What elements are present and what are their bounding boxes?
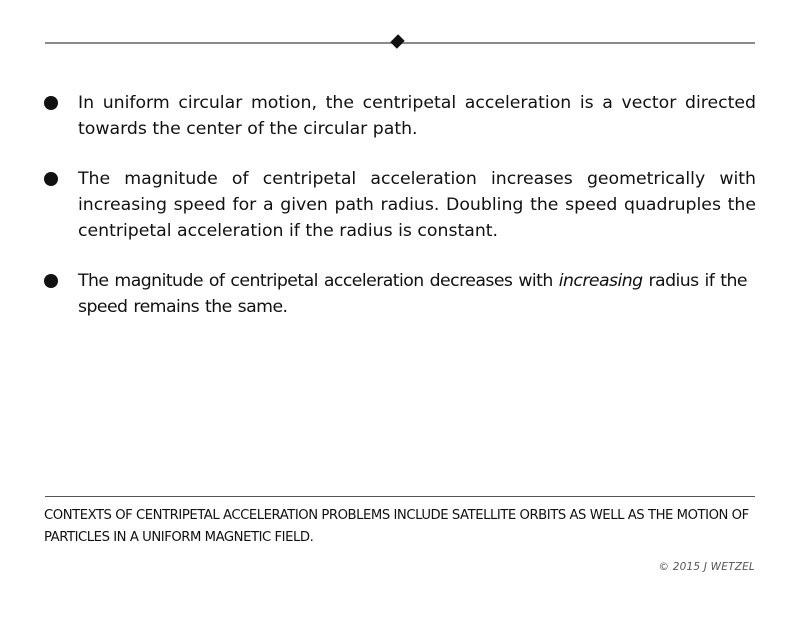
bullet-item xyxy=(44,90,756,142)
bullet-item xyxy=(44,166,756,244)
diamond-icon xyxy=(390,34,404,48)
bullet-item xyxy=(44,268,756,320)
bullet-dot-icon xyxy=(44,274,58,288)
bullet-list xyxy=(44,90,756,344)
footer-note: CONTEXTS OF CENTRIPETAL ACCELERATION PROBLEMS INCLUDE SATELLITE ORBITS AS WELL AS THE MOTION OF PARTICLES IN A UNIFORM MAGNETIC FIELD. xyxy=(44,508,749,545)
bullet-text: The magnitude of centripetal acceleration increases geometrically with increasing speed for a given path radius. Doubling the speed quadruples the centripetal acceleration if the radius is constant. xyxy=(78,169,756,241)
copyright-notice: © 2015 J WETZEL xyxy=(658,561,755,573)
bullet-dot-icon xyxy=(44,172,58,186)
bullet-dot-icon xyxy=(44,96,58,110)
bullet-text: radius if the speed remains the same. xyxy=(78,271,747,317)
bullet-text: In uniform circular motion, the centripetal acceleration is a vector directed towards the center of the circular path. xyxy=(78,93,756,139)
bullet-text: The magnitude of centripetal acceleration decreases with xyxy=(78,271,559,291)
bullet-emphasis: increasing xyxy=(558,271,643,291)
bottom-divider-line xyxy=(45,496,755,497)
